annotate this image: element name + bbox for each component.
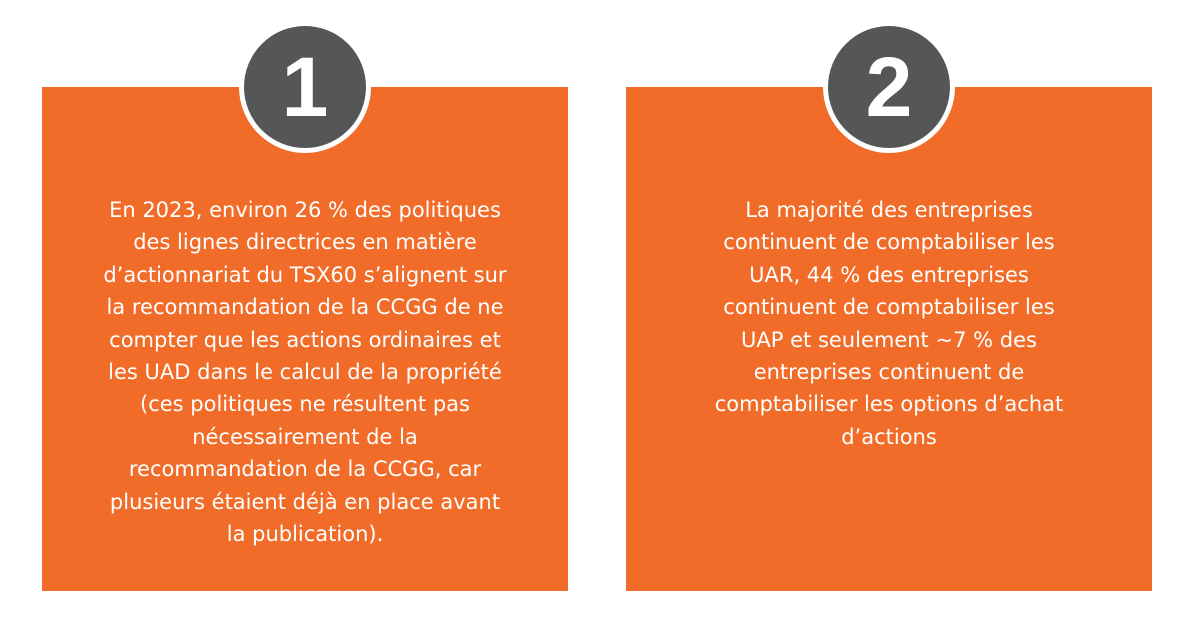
info-card-2 <box>626 87 1152 591</box>
badge-2-number: 2 <box>865 40 913 134</box>
number-badge-2 <box>823 21 955 153</box>
card-1-text: En 2023, environ 26 % des politiques des lignes directrices en matière d’actionnariat du TSX60 s’alignent sur la recommandation de la CCGG de ne compter que les actions ordinaires et les UAD dans le calcul de la propriété (ces politiques ne résultent pas nécessairement de la recommandation de la CCGG, car plusieurs étaient déjà en place avant la publication). <box>103 198 507 547</box>
badge-1-number: 1 <box>281 40 329 134</box>
info-card-1 <box>42 87 568 591</box>
card-2-text: La majorité des entreprises continuent de comptabiliser les UAR, 44 % des entreprises continuent de comptabiliser les UAP et seulement ~7 % des entreprises continuent de comptabiliser les options d’achat d’actions <box>714 198 1064 449</box>
number-badge-1 <box>239 21 371 153</box>
